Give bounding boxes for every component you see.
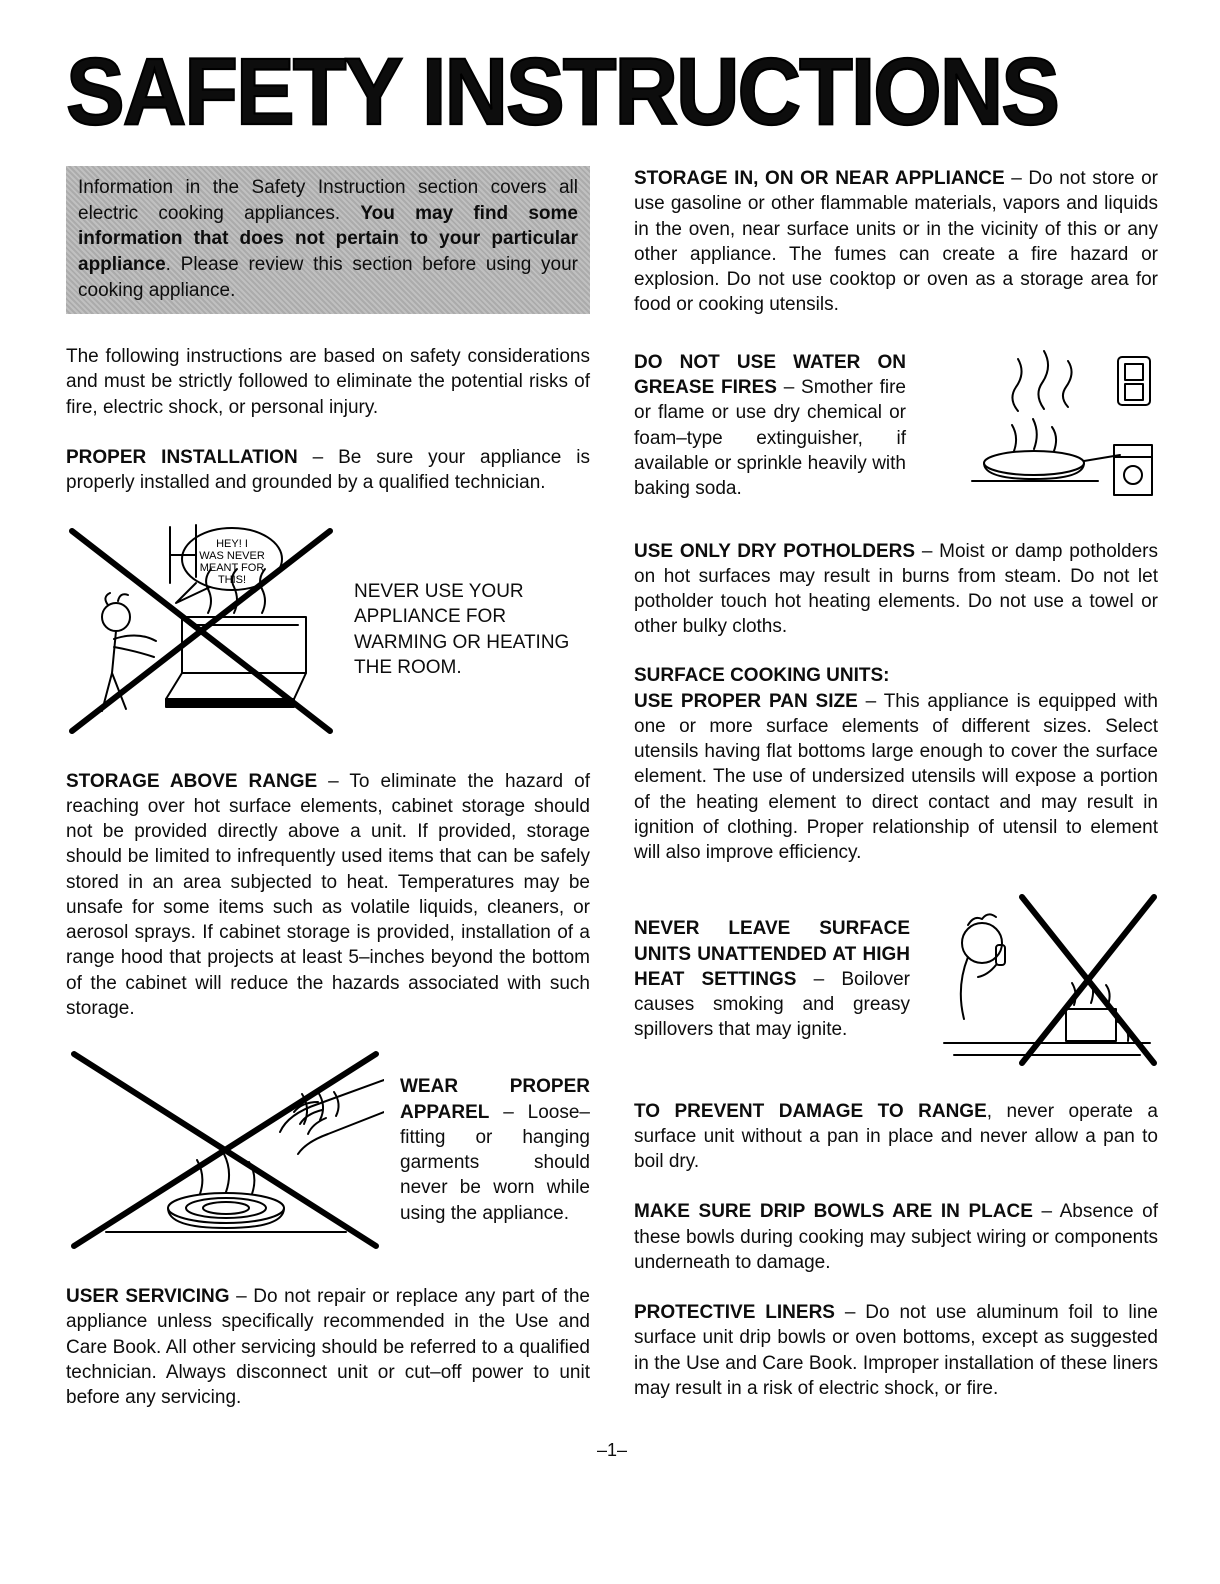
prevent-damage-section: [634, 1099, 1158, 1175]
storage-above-range-body: – To eliminate the hazard of reaching over hot surface elements, cabinet storage should not be provided directly above a unit. If provided, storage should be limited to infrequently used items that can be safely stored in an area subjected to heat. Temperatures may be unsafe for some items such as volatile liquids, cleaners, or aerosol sprays. If cabinet storage is provided, installation of a range hood that projects at least 5–inches beyond the bottom of the cabinet will reduce the hazards associated with such storage.: [66, 770, 590, 1019]
protective-liners-heading: PROTECTIVE LINERS: [634, 1302, 835, 1324]
speech-bubble-line-3: MEANT FOR: [199, 561, 265, 574]
left-column: [66, 166, 590, 1436]
boilover-figure: [634, 891, 1158, 1069]
surface-cooking-units-label: SURFACE COOKING UNITS:: [634, 664, 890, 686]
two-column-layout: [66, 166, 1158, 1436]
storage-in-on-near-section: [634, 166, 1158, 318]
highlight-text-bold: You may find some information that does not pertain to your particular appliance: [78, 202, 578, 275]
right-column: [634, 166, 1158, 1436]
page-title: SAFETY INSTRUCTIONS: [66, 37, 1059, 145]
storage-above-range-section: [66, 769, 590, 1022]
apparel-illustration: [66, 1046, 384, 1254]
grease-fire-illustration: [922, 343, 1158, 509]
prevent-damage-heading: TO PREVENT DAMAGE TO RANGE: [634, 1100, 987, 1122]
storage-above-range-heading: STORAGE ABOVE RANGE: [66, 770, 318, 792]
boilover-heading: NEVER LEAVE SURFACE UNITS UNATTENDED AT HIGH HEAT SETTINGS: [634, 918, 910, 990]
proper-pan-size-section: [634, 689, 1158, 866]
dry-potholders-heading: USE ONLY DRY POTHOLDERS: [634, 540, 916, 562]
speech-bubble-line-4: THIS!: [217, 573, 247, 586]
apparel-caption: [400, 1074, 590, 1226]
warming-room-illustration: [66, 521, 338, 739]
grease-fire-text: [634, 350, 906, 502]
drip-bowls-heading: MAKE SURE DRIP BOWLS ARE IN PLACE: [634, 1201, 1033, 1223]
grease-fire-figure: [634, 343, 1158, 509]
storage-in-on-near-heading: STORAGE IN, ON OR NEAR APPLIANCE: [634, 168, 1005, 189]
page-number: –1–: [596, 1439, 628, 1460]
boilover-illustration: [926, 891, 1158, 1069]
protective-liners-section: [634, 1300, 1158, 1401]
apparel-heading: WEAR PROPER APPAREL: [400, 1076, 590, 1123]
boilover-body: – Boilover causes smoking and greasy spillovers that may ignite.: [634, 968, 910, 1041]
user-servicing-body: – Do not repair or replace any part of the appliance unless specifically recommended in the Use and Care Book. All other servicing should be referred to a qualified technician. Always disconnect unit or cut–off power to unit before any servicing.: [66, 1286, 590, 1409]
drip-bowls-body: – Absence of these bowls during cooking may subject wiring or components underneath to damage.: [634, 1201, 1158, 1273]
prevent-damage-body: , never operate a surface unit without a pan in place and never allow a pan to boil dry.: [634, 1100, 1158, 1173]
proper-installation-section: [66, 445, 590, 496]
speech-bubble-line-2: WAS NEVER: [199, 549, 265, 562]
dry-potholders-body: – Moist or damp potholders on hot surfaces may result in burns from steam. Do not let potholder touch hot heating elements. Do not use a towel or other bulky cloths.: [634, 540, 1158, 638]
grease-fire-heading: DO NOT USE WATER ON GREASE FIRES: [634, 351, 906, 399]
intro-paragraph: The following instructions are based on safety considerations and must be strictly followed to eliminate the potential risks of fire, electric shock, or personal injury.: [66, 346, 590, 418]
storage-in-on-near-body: – Do not store or use gasoline or other flammable materials, vapors and liquids in the oven, near surface units or in the vicinity of this or any other appliance. The fumes can create a fire hazard or explosion. Do not use cooktop or oven as a storage area for food or cooking utensils.: [634, 168, 1158, 316]
warming-room-caption: NEVER USE YOUR APPLIANCE FOR WARMING OR HEATING THE ROOM.: [354, 581, 570, 678]
speech-bubble-line-1: HEY! I: [216, 537, 248, 550]
proper-installation-heading: PROPER INSTALLATION: [66, 447, 298, 468]
grease-fire-body: – Smother fire or flame or use dry chemical or foam–type extinguisher, if available or sprinkle heavily with baking soda.: [634, 377, 906, 500]
proper-installation-body: – Be sure your appliance is properly installed and grounded by a qualified technician.: [66, 447, 590, 494]
highlight-text-end: . Please review this section before using your cooking appliance.: [78, 253, 578, 301]
dry-potholders-section: [634, 539, 1158, 640]
boilover-text: [634, 916, 910, 1042]
highlighted-intro-box: [66, 166, 590, 314]
drip-bowls-section: [634, 1199, 1158, 1275]
highlight-text-start: Information in the Safety Instruction section covers all electric cooking appliances.: [78, 177, 578, 224]
protective-liners-body: – Do not use aluminum foil to line surface unit drip bowls or oven bottoms, except as suggested in the Use and Care Book. Improper installation of these liners may result in a risk of electric shock, or fire.: [634, 1302, 1158, 1399]
proper-pan-size-heading: USE PROPER PAN SIZE: [634, 690, 858, 712]
apparel-body: – Loose–fitting or hanging garments should never be worn while using the appliance.: [400, 1101, 590, 1224]
user-servicing-heading: USER SERVICING: [66, 1286, 230, 1308]
warming-room-figure: [66, 521, 590, 739]
proper-pan-size-body: – This appliance is equipped with one or more surface elements of different sizes. Select utensils having flat bottoms large enough to cover the surface element. The use of undersized utensils will expose a portion of the heating element to direct contact and may result in ignition of clothing. Proper relationship of utensil to element will also improve efficiency.: [634, 690, 1158, 864]
user-servicing-section: [66, 1284, 590, 1410]
apparel-figure: [66, 1046, 590, 1254]
